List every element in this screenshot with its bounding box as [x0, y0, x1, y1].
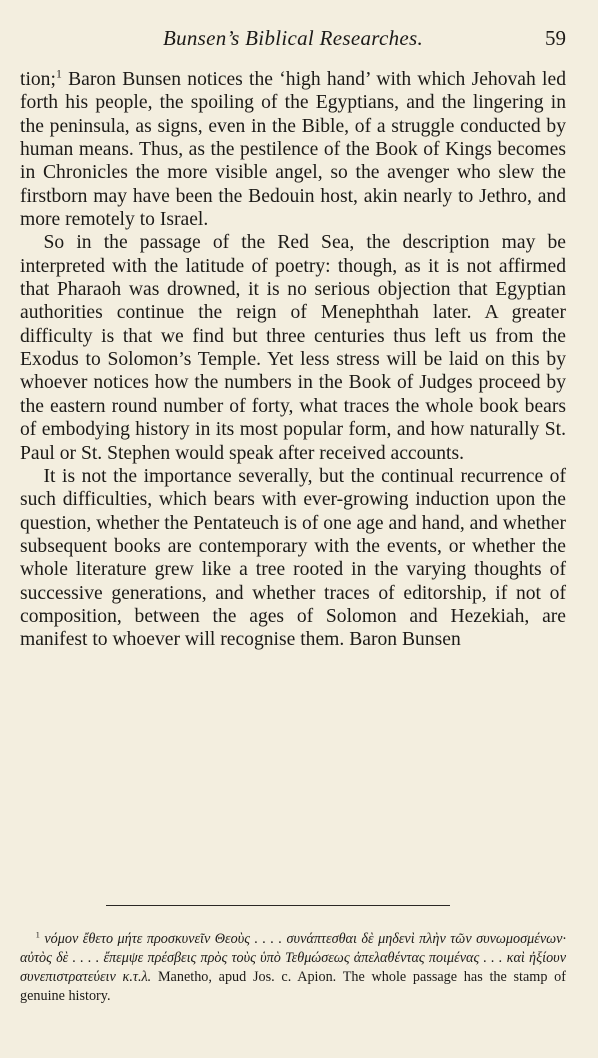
paragraph-2: So in the passage of the Red Sea, the description may be interpreted with the latitude of poetry: though, as it is not affirmed that Pharaoh was drowned, it is no serious objection that Egyptian authorities continue the reign of Menephthah later. A greater difficulty is that we find but three centuries thus left us from the Exodus to Solomon’s Temple. Yet less stress will be laid on this by whoever notices how the numbers in the Book of Judges proceed by the eastern round number of forty, what traces the whole book bears of embodying history in its most popular form, and how naturally St. Paul or St. Stephen would speak after received accounts. [20, 232, 566, 464]
footnote-greek-quote: νόμον ἔθετο μήτε προσκυνεῖν Θεοὺς . . . . συνάπτεσθαι δὲ μηδενὶ πλὴν τῶν συνωμοσμένων· αὐτὸς δὲ . . . . ἔπεμψε πρέσβεις πρὸς τοὺς ὑπὸ Τεθμώσεως ἀπελαθέντας ποιμένας . . . καὶ ἠξίουν συνεπιστρατεύειν κ.τ.λ. [20, 931, 566, 985]
paragraph-3: It is not the importance severally, but the continual recurrence of such difficulties, which bears with ever-growing induction upon the question, whether the Pentateuch is of one age and hand, and whether subsequent books are contemporary with the events, or whether the whole literature grew like a tree rooted in the varying thoughts of successive generations, and whether traces of editorship, if not of composition, between the ages of Solomon and Hezekiah, are manifest to whoever will recognise them. Baron Bunsen [20, 465, 566, 651]
footnote-citation: Manetho, apud Jos. c. Apion. The whole passage has the stamp of genuine history. [20, 969, 566, 1004]
paragraph-1 [20, 68, 566, 231]
page-number: 59 [545, 26, 566, 50]
footnote-mark: 1 [35, 929, 40, 940]
page-header [20, 26, 566, 56]
footnote-divider [106, 905, 450, 906]
body-text [20, 68, 566, 652]
running-title: Bunsen’s Biblical Researches. [162, 26, 424, 50]
footnote-text [20, 930, 566, 1006]
paragraph-1-rest: Baron Bunsen notices the ‘high hand’ with which Jehovah led forth his people, the spoiling of the Egyptians, and the lingering in the peninsula, as signs, even in the Bible, of a struggle conducted by human means. Thus, as the pestilence of the Book of Kings becomes in Chronicles the more visible angel, so the avenger who slew the firstborn may have been the Bedouin host, akin nearly to Jethro, and more remotely to Israel. [20, 69, 566, 231]
footnote-reference: 1 [55, 67, 62, 81]
footnote [20, 930, 566, 1006]
paragraph-1-start: tion; [20, 69, 56, 90]
